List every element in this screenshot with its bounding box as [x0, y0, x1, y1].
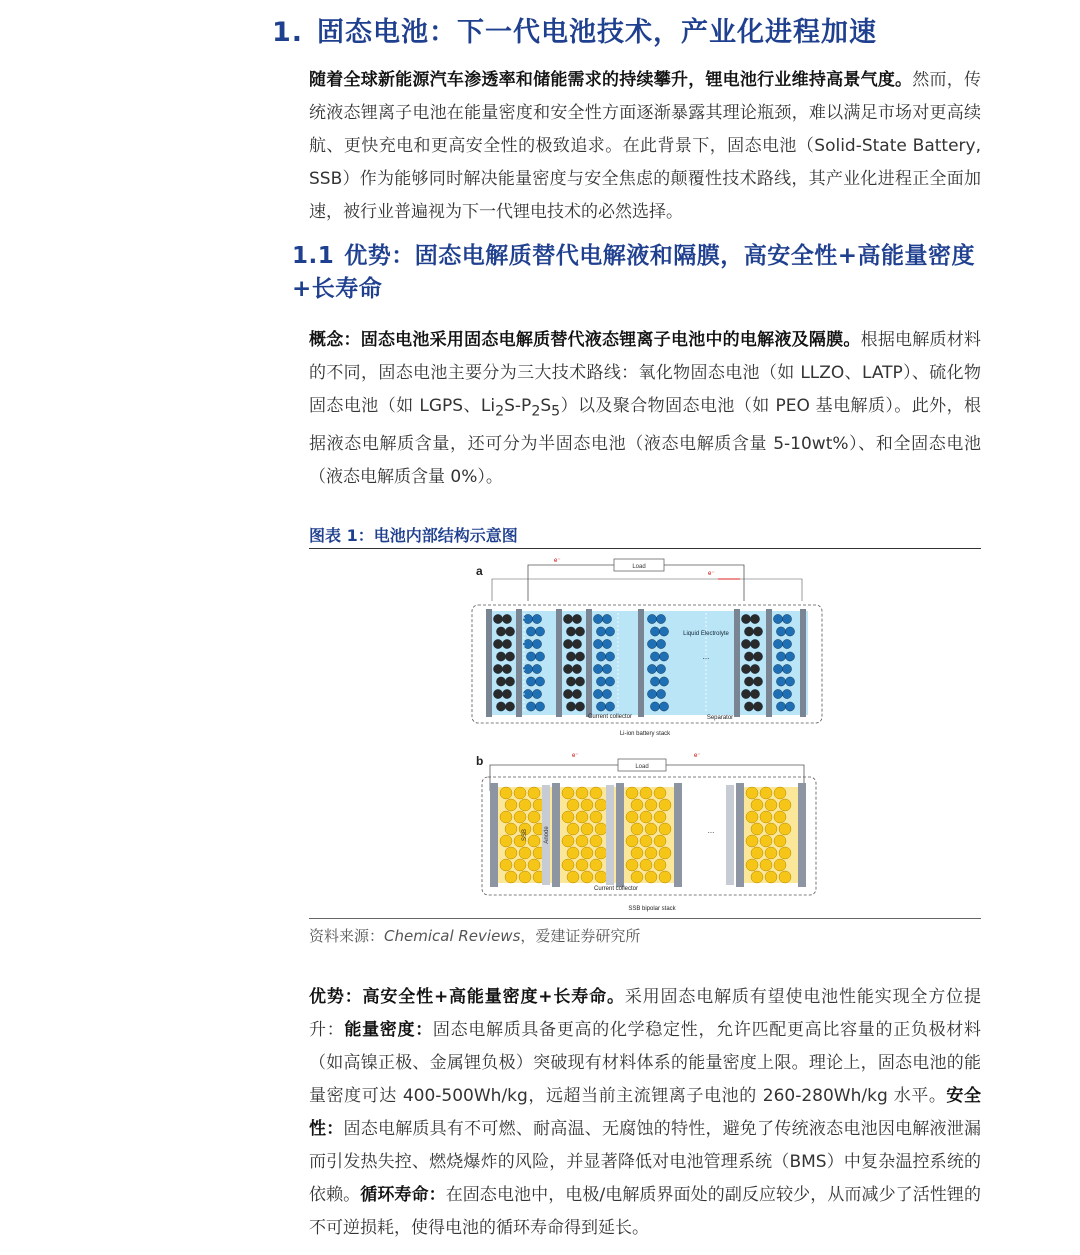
electrode-particle — [595, 847, 607, 859]
electrode-particle — [746, 835, 758, 847]
electrode-particle — [528, 835, 540, 847]
liquid-electrolyte-region — [486, 611, 808, 715]
electrode-particle — [528, 811, 540, 823]
electrode-particle — [741, 639, 750, 648]
electrode-particle — [505, 627, 514, 636]
electrode-particle — [526, 702, 535, 711]
electrode-particle — [505, 799, 517, 811]
electrode-particle — [765, 871, 777, 883]
electrode-particle — [567, 871, 579, 883]
electrode-particle — [514, 859, 526, 871]
concept-paragraph — [309, 324, 981, 494]
electrode-particle — [602, 664, 611, 673]
electrode-particle — [750, 664, 759, 673]
current-collector — [674, 783, 682, 887]
figure-source — [309, 925, 640, 946]
electrode-particle — [593, 689, 602, 698]
electrode-particle — [562, 787, 574, 799]
electrode-particle — [505, 652, 514, 661]
anode-layer — [726, 785, 734, 885]
electrode-particle — [626, 859, 638, 871]
electrode-particle — [596, 677, 605, 686]
electrode-particle — [650, 702, 659, 711]
electrode-particle — [750, 639, 759, 648]
electrode-particle — [576, 835, 588, 847]
keyword-safety: 安全性： — [309, 1086, 981, 1139]
advantages-text: 固态电解质具有不可燃、耐高温、无腐蚀的特性，避免了传统液态电池因电解液泄漏而引发热失控、燃烧爆炸的风险，并显著降低对电池管理系统（BMS）中复杂温控系统的依赖。 — [309, 1119, 982, 1205]
electrode-particle — [785, 702, 794, 711]
electrode-particle — [760, 859, 772, 871]
section-number: 1. — [272, 17, 304, 48]
electrode-particle — [785, 652, 794, 661]
electrode-particle — [782, 639, 791, 648]
electrode-particle — [776, 677, 785, 686]
electrode-particle — [645, 799, 657, 811]
electrode-particle — [502, 664, 511, 673]
current-collector — [490, 783, 498, 887]
ssb-caption: SSB bipolar stack — [628, 906, 676, 912]
electrode-particle — [746, 859, 758, 871]
electrode-particle — [596, 627, 605, 636]
electrode-particle — [753, 627, 762, 636]
electrode-particle — [562, 859, 574, 871]
electrode-particle — [659, 702, 668, 711]
current-collector-label-b: Current collector — [593, 886, 639, 892]
electrode-particle — [566, 677, 575, 686]
electrode-particle — [776, 652, 785, 661]
electrode-particle — [500, 787, 512, 799]
battery-structure-diagram — [468, 553, 828, 915]
current-collector — [556, 609, 562, 717]
electrode-particle — [654, 811, 666, 823]
electrode-particle — [605, 627, 614, 636]
electrode-particle — [505, 823, 517, 835]
electron-label: e⁻ — [554, 558, 561, 564]
electrode-particle — [746, 811, 758, 823]
electrode-particle — [631, 871, 643, 883]
subscript: 2 — [495, 403, 505, 420]
anode-layer — [606, 785, 614, 885]
electrode-particle — [741, 614, 750, 623]
li-ion-caption: Li-ion battery stack — [619, 731, 671, 737]
electrode-particle — [776, 702, 785, 711]
electrode-particle — [567, 799, 579, 811]
electrode-particle — [774, 835, 786, 847]
electrode-particle — [566, 627, 575, 636]
advantages-text: 固态电解质具备更高的化学稳定性，允许匹配更高比容量的正负极材料（如高镍正极、金属锂负极）突破现有材料体系的能量密度上限。理论上，固态电池的能量密度可达 400-500Wh/kg，远超当前主流锂离子电池的 260-280Wh/kg 水平。 — [309, 1020, 982, 1106]
electrode-particle — [744, 627, 753, 636]
electrode-particle — [741, 664, 750, 673]
electrode-particle — [526, 677, 535, 686]
electrode-particle — [500, 835, 512, 847]
electrode-particle — [575, 652, 584, 661]
electrode-particle — [532, 614, 541, 623]
electrode-particle — [593, 664, 602, 673]
electrode-particle — [514, 811, 526, 823]
electrode-particle — [572, 614, 581, 623]
source-prefix: 资料来源： — [309, 927, 385, 945]
wire-a-top — [492, 579, 802, 601]
electrode-particle — [744, 702, 753, 711]
electrode-particle — [602, 614, 611, 623]
section-title: 固态电池：下一代电池技术，产业化进程加速 — [317, 17, 878, 48]
advantages-paragraph — [309, 981, 981, 1245]
electrode-particle — [575, 627, 584, 636]
electrode-particle — [765, 823, 777, 835]
electrode-particle — [581, 871, 593, 883]
electrode-particle — [502, 614, 511, 623]
electrode-particle — [590, 811, 602, 823]
electrode-particle — [576, 859, 588, 871]
electrode-particle — [595, 823, 607, 835]
electrode-particle — [572, 689, 581, 698]
electrode-particle — [505, 847, 517, 859]
electrode-particle — [760, 811, 772, 823]
section-heading — [272, 10, 877, 49]
electrode-particle — [562, 835, 574, 847]
advantages-lead: 优势：高安全性+高能量密度+长寿命。 — [309, 987, 625, 1007]
electrode-particle — [602, 639, 611, 648]
electrode-particle — [659, 823, 671, 835]
electrode-particle — [523, 664, 532, 673]
electrode-particle — [593, 614, 602, 623]
electrode-particle — [626, 811, 638, 823]
electrode-particle — [751, 847, 763, 859]
electrode-particle — [765, 847, 777, 859]
electron-label: e⁻ — [708, 571, 715, 577]
electrode-particle — [626, 787, 638, 799]
panel-b-tag: b — [476, 754, 484, 768]
electrode-particle — [659, 627, 668, 636]
electrode-particle — [753, 702, 762, 711]
figure-title: 图表 1：电池内部结构示意图 — [309, 526, 518, 545]
electrode-particle — [493, 689, 502, 698]
electrode-particle — [567, 847, 579, 859]
electrode-particle — [773, 689, 782, 698]
electrode-particle — [575, 702, 584, 711]
electrode-particle — [514, 787, 526, 799]
electrode-particle — [776, 627, 785, 636]
electrode-particle — [519, 799, 531, 811]
electrode-particle — [505, 702, 514, 711]
electrode-particle — [773, 614, 782, 623]
electrode-particle — [785, 677, 794, 686]
source-suffix: ，爱建证券研究所 — [520, 927, 641, 945]
keyword-energy-density: 能量密度： — [344, 1020, 433, 1040]
electrode-particle — [744, 677, 753, 686]
electrode-particle — [596, 652, 605, 661]
electrode-particle — [753, 677, 762, 686]
electron-label: e⁻ — [572, 753, 579, 759]
electrode-particle — [640, 811, 652, 823]
figure-top-rule — [309, 548, 981, 549]
electrode-particle — [528, 787, 540, 799]
electrode-particle — [654, 835, 666, 847]
current-collector — [486, 609, 492, 717]
electrode-particle — [779, 823, 791, 835]
concept-body-a: 根据电解质材料的不同，固态电池主要分为三大技术路线：氧化物固态电池（如 LLZO、LATP）、硫化物固态电池（如 LGPS、Li — [309, 330, 981, 416]
electrode-particle — [572, 664, 581, 673]
electrode-particle — [496, 627, 505, 636]
current-collector — [798, 783, 806, 887]
electrode-particle — [523, 614, 532, 623]
electrode-particle — [751, 799, 763, 811]
electrode-particle — [750, 614, 759, 623]
electrode-particle — [656, 614, 665, 623]
ssb-bipolar-stack — [490, 783, 806, 887]
electrode-particle — [605, 702, 614, 711]
electrode-particle — [640, 835, 652, 847]
electrode-particle — [626, 835, 638, 847]
ellipsis: ... — [702, 652, 710, 661]
source-journal: Chemical Reviews — [384, 927, 521, 945]
load-label-b: Load — [635, 764, 649, 770]
current-collector-label: Current collector — [587, 714, 633, 720]
electrode-particle — [782, 664, 791, 673]
electrode-particle — [563, 664, 572, 673]
electrode-particle — [590, 835, 602, 847]
electrode-particle — [659, 799, 671, 811]
electrode-particle — [741, 689, 750, 698]
electrode-particle — [500, 811, 512, 823]
electrode-particle — [562, 811, 574, 823]
electrode-particle — [774, 787, 786, 799]
electrode-particle — [640, 859, 652, 871]
electrode-particle — [640, 787, 652, 799]
electrode-particle — [595, 799, 607, 811]
electrode-particle — [645, 871, 657, 883]
electrode-particle — [567, 823, 579, 835]
electrode-particle — [576, 787, 588, 799]
current-collector — [638, 609, 644, 717]
electrode-particle — [779, 847, 791, 859]
electrode-particle — [519, 847, 531, 859]
electrode-particle — [581, 847, 593, 859]
electrode-particle — [744, 652, 753, 661]
electrode-particle — [774, 811, 786, 823]
separator-label: Separator — [706, 715, 734, 721]
figure-bottom-rule — [309, 918, 981, 919]
electrode-particle — [751, 823, 763, 835]
electrode-particle — [746, 787, 758, 799]
electrode-particle — [528, 859, 540, 871]
electrode-particle — [782, 614, 791, 623]
subsection-heading — [292, 240, 992, 306]
electrode-particle — [650, 677, 659, 686]
electrode-particle — [523, 689, 532, 698]
electrode-particle — [645, 847, 657, 859]
electrode-particle — [760, 835, 772, 847]
subscript: 5 — [551, 403, 561, 420]
electrode-particle — [502, 639, 511, 648]
electrode-particle — [654, 859, 666, 871]
electrode-particle — [593, 639, 602, 648]
advantages-text: 在固态电池中，电极/电解质界面处的副反应较少，从而减少了活性锂的不可逆损耗，使得电池的循环寿命得到延长。 — [309, 1185, 982, 1238]
electrode-particle — [493, 614, 502, 623]
electrode-particle — [659, 677, 668, 686]
electrode-particle — [753, 652, 762, 661]
electrode-particle — [505, 677, 514, 686]
electrode-particle — [576, 811, 588, 823]
wire-a-left — [528, 565, 614, 601]
intro-body: 然而，传统液态锂离子电池在能量密度和安全性方面逐渐暴露其理论瓶颈，难以满足市场对更高续航、更快充电和更高安全性的极致追求。在此背景下，固态电池（Solid-State Battery, SSB）作为能够同时解决能量密度与安全焦虑的颠覆性技术路线，其产业化进程正全面加速，被行业普遍视为下一代锂电技术的必然选择。 — [309, 70, 982, 222]
electrode-particle — [581, 823, 593, 835]
liquid-electrolyte-label: Liquid Electrolyte — [683, 631, 729, 637]
electrode-particle — [502, 689, 511, 698]
electrode-particle — [505, 871, 517, 883]
electrode-particle — [596, 702, 605, 711]
electrode-particle — [575, 677, 584, 686]
electrode-particle — [647, 639, 656, 648]
electrode-particle — [563, 639, 572, 648]
electrode-particle — [631, 799, 643, 811]
electrode-particle — [760, 787, 772, 799]
electrode-particle — [645, 823, 657, 835]
wire-a-right — [664, 565, 744, 601]
electrode-particle — [496, 677, 505, 686]
anode-label: Anode — [544, 826, 550, 844]
current-collector — [800, 609, 806, 717]
electrode-particle — [532, 664, 541, 673]
formula-part: S-P — [504, 396, 532, 416]
electrode-particle — [631, 847, 643, 859]
electrode-particle — [654, 787, 666, 799]
electrode-particle — [496, 652, 505, 661]
electrode-particle — [519, 871, 531, 883]
electrode-particle — [750, 689, 759, 698]
electrode-particle — [765, 799, 777, 811]
subsection-title: 优势：固态电解质替代电解液和隔膜，高安全性+高能量密度+长寿命 — [292, 243, 976, 302]
electrode-particle — [532, 689, 541, 698]
electrode-particle — [782, 689, 791, 698]
electrode-particle — [572, 639, 581, 648]
concept-body-b: ）以及聚合物固态电池（如 PEO 基电解质）。此外，根据液态电解质含量，还可分为半固态电池（液态电解质含量 5-10wt%）、和全固态电池（液态电解质含量 0%）。 — [309, 396, 981, 488]
electrode-particle — [647, 689, 656, 698]
electrode-particle — [595, 871, 607, 883]
electrode-particle — [656, 689, 665, 698]
electrode-particle — [493, 639, 502, 648]
electrode-particle — [605, 652, 614, 661]
electrode-particle — [774, 859, 786, 871]
electrode-particle — [647, 664, 656, 673]
subscript: 2 — [531, 403, 541, 420]
current-collector — [516, 609, 522, 717]
formula-part: S — [540, 396, 552, 416]
current-collector — [616, 783, 624, 887]
li-ion-stack — [486, 609, 808, 717]
electrode-particle — [773, 664, 782, 673]
electrode-particle — [535, 702, 544, 711]
electrode-particle — [785, 627, 794, 636]
electrode-particle — [650, 627, 659, 636]
keyword-cycle-life: 循环寿命： — [360, 1185, 446, 1205]
ssb-label: SSB — [522, 828, 528, 842]
electrode-particle — [631, 823, 643, 835]
electrode-particle — [779, 871, 791, 883]
electrode-particle — [605, 677, 614, 686]
concept-lead: 概念：固态电池采用固态电解质替代液态锂离子电池中的电解液及隔膜。 — [309, 330, 861, 350]
current-collector — [766, 609, 772, 717]
electrode-particle — [563, 614, 572, 623]
electrode-particle — [779, 799, 791, 811]
electrode-particle — [526, 627, 535, 636]
electrode-particle — [656, 639, 665, 648]
electrode-particle — [535, 677, 544, 686]
current-collector — [734, 609, 740, 717]
electrode-particle — [659, 847, 671, 859]
electrode-particle — [493, 664, 502, 673]
electron-label: e⁻ — [694, 753, 701, 759]
electrode-particle — [500, 859, 512, 871]
current-collector — [552, 783, 560, 887]
intro-lead: 随着全球新能源汽车渗透率和储能需求的持续攀升，锂电池行业维持高景气度。 — [309, 70, 913, 90]
electrode-particle — [566, 652, 575, 661]
current-collector — [586, 609, 592, 717]
electrode-particle — [656, 664, 665, 673]
electrode-particle — [526, 652, 535, 661]
intro-paragraph — [309, 64, 981, 229]
electrode-particle — [590, 859, 602, 871]
electrode-particle — [751, 871, 763, 883]
electrode-particle — [659, 871, 671, 883]
electrode-particle — [496, 702, 505, 711]
electrode-particle — [647, 614, 656, 623]
electrode-particle — [532, 639, 541, 648]
electrode-particle — [581, 799, 593, 811]
electrode-particle — [535, 652, 544, 661]
electrode-particle — [659, 652, 668, 661]
electrode-particle — [590, 787, 602, 799]
electrode-particle — [563, 689, 572, 698]
electrode-particle — [602, 689, 611, 698]
electrode-particle — [566, 702, 575, 711]
subsection-number: 1.1 — [292, 243, 335, 269]
load-label-a: Load — [632, 564, 646, 570]
electrode-particle — [773, 639, 782, 648]
electrode-particle — [523, 639, 532, 648]
ellipsis: ... — [707, 826, 715, 835]
electrode-particle — [535, 627, 544, 636]
current-collector — [736, 783, 744, 887]
advantages-text: 采用固态电解质有望使电池性能实现全方位提升： — [309, 987, 981, 1040]
electrode-particle — [650, 652, 659, 661]
panel-a-tag: a — [476, 564, 483, 578]
